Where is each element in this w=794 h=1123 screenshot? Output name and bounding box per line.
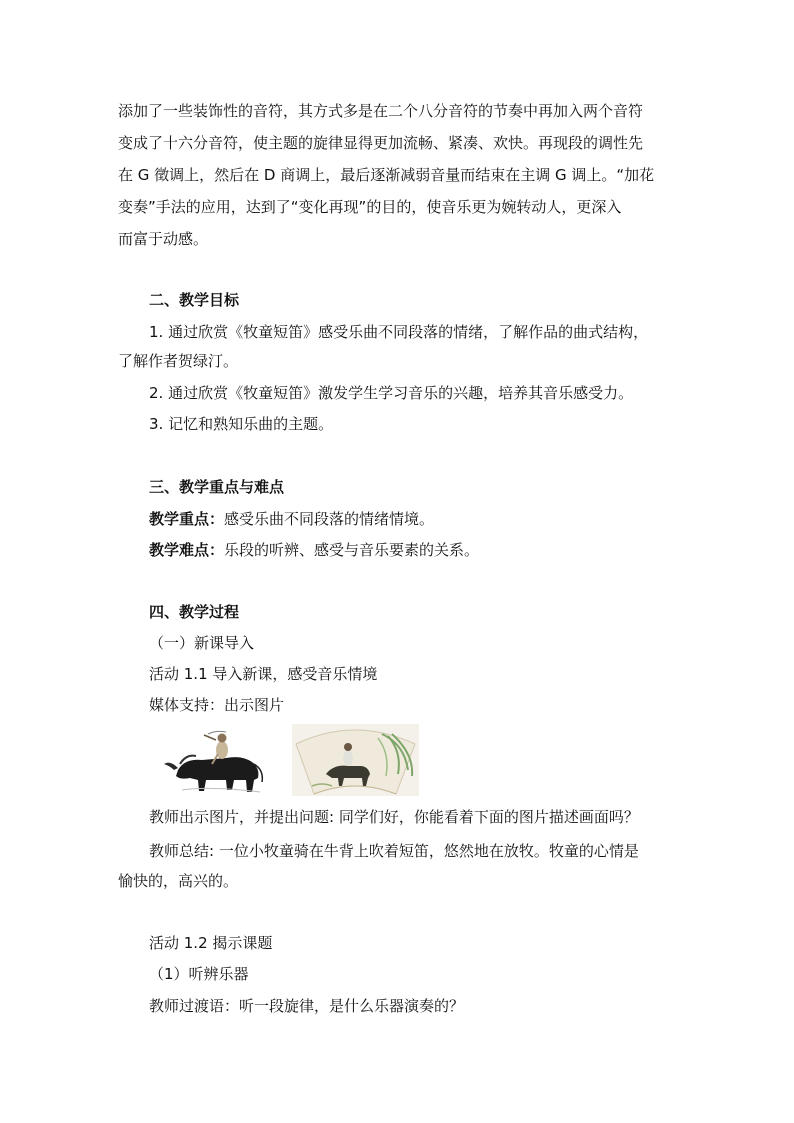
activity-1-1: 活动 1.1 导入新课，感受音乐情境 — [149, 665, 378, 683]
goal-2: 2. 通过欣赏《牧童短笛》激发学生学习音乐的兴趣，培养其音乐感受力。 — [149, 384, 634, 402]
difficult-point-label: 教学难点： — [149, 541, 225, 559]
key-point-label: 教学重点： — [149, 510, 225, 528]
fan-painting-icon — [292, 724, 419, 796]
intro-line-3: 在 G 徵调上，然后在 D 商调上，最后逐渐减弱音量而结束在主调 G 调上。“加花 — [118, 166, 655, 184]
difficult-point — [149, 540, 479, 560]
section-heading-process: 四、教学过程 — [149, 603, 240, 621]
goal-1-line-1: 1. 通过欣赏《牧童短笛》感受乐曲不同段落的情绪，了解作品的曲式结构， — [149, 323, 649, 341]
intro-line-4: 变奏”手法的应用，达到了“变化再现”的目的，使音乐更为婉转动人，更深入 — [118, 198, 622, 216]
intro-line-5: 而富于动感。 — [118, 230, 209, 248]
section-heading-goals: 二、教学目标 — [149, 291, 240, 309]
goal-1-line-2: 了解作者贺绿汀。 — [118, 352, 239, 370]
intro-line-1: 添加了一些装饰性的音符，其方式多是在二个八分音符的节奏中再加入两个音符 — [118, 102, 644, 120]
activity-1-2: 活动 1.2 揭示课题 — [149, 934, 273, 952]
goal-3: 3. 记忆和熟知乐曲的主题。 — [149, 415, 334, 433]
teacher-summary-line-1: 教师总结: 一位小牧童骑在牛背上吹着短笛，悠然地在放牧。牧童的心情是 — [149, 842, 639, 860]
listen-instrument: （1）听辨乐器 — [149, 965, 249, 983]
difficult-point-text: 乐段的听辨、感受与音乐要素的关系。 — [224, 541, 480, 559]
key-point-text: 感受乐曲不同段落的情绪情境。 — [224, 510, 435, 528]
key-point — [149, 509, 434, 529]
buffalo-painting-icon — [160, 724, 272, 796]
section-heading-key-points: 三、教学重点与难点 — [149, 478, 285, 496]
teacher-summary-line-2: 愉快的，高兴的。 — [118, 872, 239, 890]
intro-line-2: 变成了十六分音符，使主题的旋律显得更加流畅、紧凑、欢快。再现段的调性先 — [118, 134, 644, 152]
media-support: 媒体支持：出示图片 — [149, 696, 285, 714]
teacher-transition: 教师过渡语：听一段旋律，是什么乐器演奏的？ — [149, 997, 465, 1015]
subsection-intro: （一）新课导入 — [149, 634, 255, 652]
teacher-question: 教师出示图片，并提出问题: 同学们好，你能看着下面的图片描述画面吗？ — [149, 808, 639, 826]
